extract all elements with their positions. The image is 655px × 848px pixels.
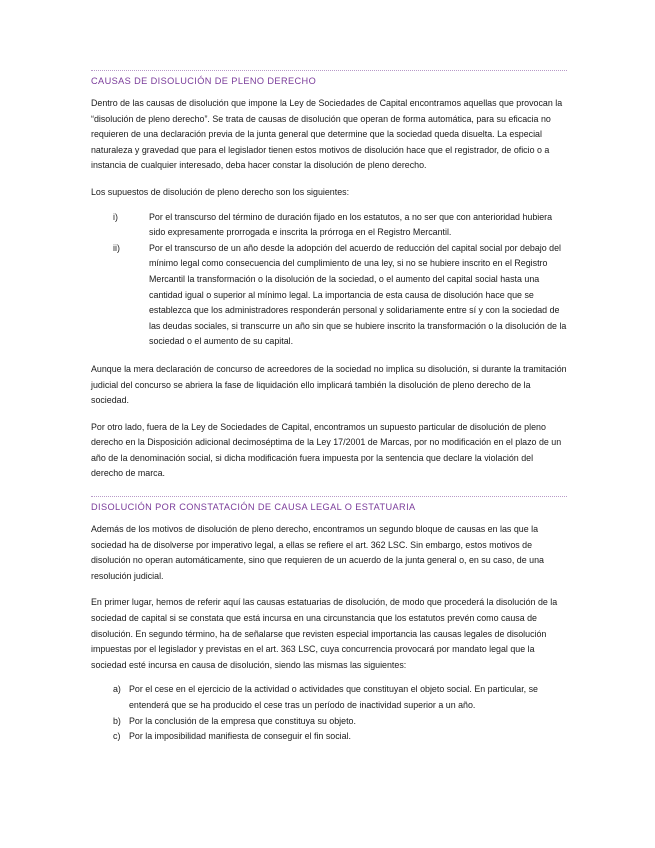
- list-marker: ii): [113, 242, 120, 253]
- list-item-text: Por la imposibilidad manifiesta de conseguir el fin social.: [129, 731, 351, 742]
- section-heading-pleno-derecho: CAUSAS DE DISOLUCIÓN DE PLENO DERECHO: [91, 70, 567, 86]
- list-marker: a): [113, 684, 121, 695]
- paragraph: Dentro de las causas de disolución que impone la Ley de Sociedades de Capital encontramos aquellas que provocan la “disolución de pleno derecho”. Se trata de causas de disolución que operan de forma automática, para su eficacia no requieren de una declaración previa de la junta general que determine que la sociedad queda disuelta. La especial naturaleza y gravedad que para el legislador tienen estos motivos de disolución hace que el registrador, de oficio o a instancia de cualquier interesado, deba hacer constar la disolución de pleno derecho.: [91, 98, 563, 171]
- paragraph: Por otro lado, fuera de la Ley de Sociedades de Capital, encontramos un supuesto particular de disolución de pleno derecho en la Disposición adicional decimoséptima de la Ley 17/2001 de Marcas, por no modificación en el plazo de un año de la denominación social, si dicha modificación fuera impuesta por la sentencia que declare la violación del derecho de marca.: [91, 421, 562, 479]
- section-heading-causa-legal: DISOLUCIÓN POR CONSTATACIÓN DE CAUSA LEGAL O ESTATUARIA: [91, 496, 567, 512]
- list-item-text: Por la conclusión de la empresa que constituya su objeto.: [129, 715, 356, 726]
- list-item: [91, 729, 567, 745]
- list-item: [91, 714, 567, 730]
- paragraph: Además de los motivos de disolución de pleno derecho, encontramos un segundo bloque de causas en las que la sociedad ha de disolverse por imperativo legal, a ellas se refiere el art. 362 LSC. Sin embargo, estos motivos de disolución no operan automáticamente, sino que requieren de un acuerdo de la junta general o, en su caso, de una resolución judicial.: [91, 524, 544, 581]
- list-item: [91, 210, 567, 241]
- list-marker: c): [113, 731, 121, 742]
- paragraph: En primer lugar, hemos de referir aquí las causas estatuarias de disolución, de modo que procederá la disolución de la sociedad de capital si se constata que está incursa en una circunstancia que los estatutos prevén como causa de disolución. En segundo término, ha de señalarse que revisten especial importancia las causas legales de disolución impuestas por el legislador y previstas en el art. 363 LSC, cuya concurrencia provocará por mandato legal que la sociedad esté incursa en causa de disolución, siendo las mismas las siguientes:: [91, 597, 558, 670]
- paragraph: Los supuestos de disolución de pleno derecho son los siguientes:: [91, 186, 350, 197]
- list-item: [91, 682, 567, 713]
- list-item-text: Por el transcurso del término de duración fijado en los estatutos, a no ser que con anterioridad hubiera sido expresamente prorrogada e inscrita la prórroga en el Registro Mercantil.: [149, 211, 553, 238]
- paragraph: Aunque la mera declaración de concurso de acreedores de la sociedad no implica su disolución, si durante la tramitación judicial del concurso se abriera la fase de liquidación ello implicará también la disolución de pleno derecho de la sociedad.: [91, 363, 567, 406]
- list-item: [91, 241, 567, 350]
- list-item-text: Por el transcurso de un año desde la adopción del acuerdo de reducción del capital social por debajo del mínimo legal como consecuencia del cumplimiento de una ley, si no se hubiere inscrito en el Registro Mercantil la transformación o la disolución de la sociedad, o el aumento del capital social hasta una cantidad igual o superior al mínimo legal. La importancia de esta causa de disolución hace que se establezca que los administradores responderán personal y solidariamente entre sí y con la sociedad de las deudas sociales, si transcurre un año sin que se hubiere inscrito la transformación o la disolución de la sociedad o el aumento de su capital.: [149, 242, 567, 347]
- list-marker: i): [113, 211, 118, 222]
- list-marker: b): [113, 715, 121, 726]
- roman-list: [91, 210, 567, 350]
- alpha-list: [91, 682, 567, 744]
- list-item-text: Por el cese en el ejercicio de la actividad o actividades que constituyan el objeto social. En particular, se entenderá que se ha producido el cese tras un período de inactividad superior a un año.: [129, 684, 538, 710]
